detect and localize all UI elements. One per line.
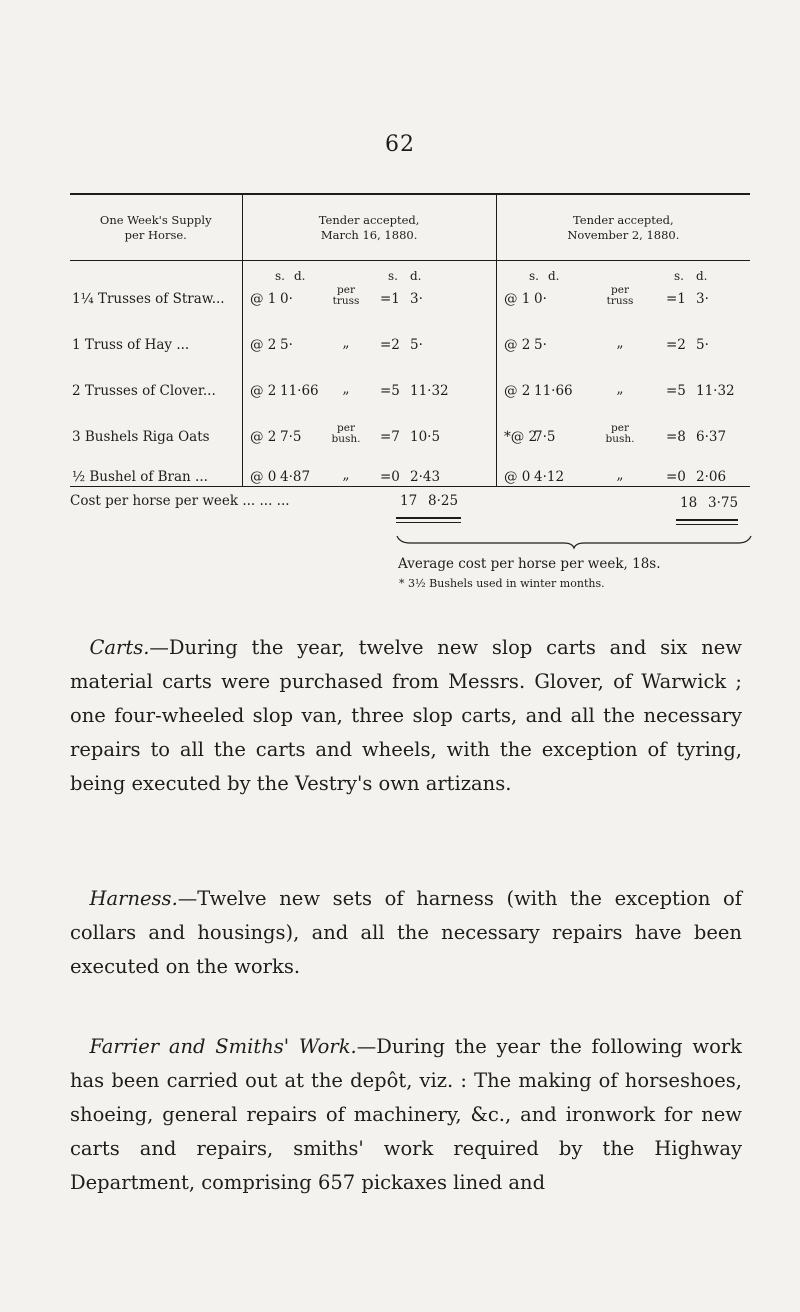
cell-m-td: 3·	[410, 291, 423, 307]
header-november	[496, 195, 750, 260]
unit-shillings: s.	[388, 269, 398, 283]
paragraph-lead: Farrier and Smiths' Work.	[89, 1035, 357, 1058]
cell-item: 1 Truss of Hay ...	[72, 337, 190, 353]
cell-m-per	[323, 337, 369, 351]
header-supply	[70, 195, 242, 260]
cell-n-at: @ 2	[504, 337, 531, 353]
per-unit-line: per	[611, 422, 629, 434]
unit-pence: d.	[294, 269, 306, 283]
total-underline	[676, 524, 738, 525]
cell-m-per	[323, 469, 369, 483]
cell-m-eq: =2	[380, 337, 400, 353]
per-unit-line: per	[611, 284, 629, 296]
forage-cost-table	[70, 193, 750, 511]
cell-m-d: 11·66	[280, 383, 319, 399]
cell-n-d: 7·5	[534, 429, 556, 445]
header-march-line1: Tender accepted,	[318, 213, 420, 228]
cell-n-td: 5·	[696, 337, 709, 353]
cell-m-d: 0·	[280, 291, 293, 307]
paragraph-harness	[70, 882, 742, 984]
cell-n-per	[597, 383, 643, 397]
total-underline	[396, 517, 461, 519]
cell-m-td: 2·43	[410, 469, 441, 485]
cell-m-at: @ 0	[250, 469, 277, 485]
footnote: * 3½ Bushels used in winter months.	[399, 577, 605, 590]
per-unit-line: truss	[332, 294, 360, 307]
per-unit-line: „	[342, 467, 350, 483]
cell-m-at: @ 2	[250, 337, 277, 353]
header-supply-line1: One Week's Supply	[99, 213, 212, 228]
per-unit-line: per	[337, 422, 355, 434]
unit-shillings: s.	[674, 269, 684, 283]
cell-n-per	[597, 337, 643, 351]
total-underline	[396, 522, 461, 523]
cell-n-d: 4·12	[534, 469, 565, 485]
per-unit-line: „	[616, 381, 624, 397]
cell-n-eq: =5	[666, 383, 686, 399]
cell-n-td: 6·37	[696, 429, 727, 445]
cost-label: Cost per horse per week ... ... ...	[70, 493, 290, 509]
unit-pence: d.	[410, 269, 422, 283]
header-november-line1: Tender accepted,	[573, 213, 674, 228]
cell-m-per	[323, 423, 369, 444]
header-march-line2: March 16, 1880.	[320, 227, 418, 242]
paragraph-carts	[70, 631, 742, 801]
cell-n-td: 3·	[696, 291, 709, 307]
table-row	[70, 422, 750, 455]
cell-n-d: 11·66	[534, 383, 573, 399]
cell-m-at: @ 2	[250, 383, 277, 399]
paragraph-text: —During the year, twelve new slop carts and six new material carts were purchased from Messrs. Glover, of Warwick ; one four-wheeled slop van, three slop carts, and all the necessary repairs to all the carts and wheels, with the exception of tyring, being executed by the Vestry's own artizans.	[70, 636, 742, 795]
page-number: 62	[385, 132, 415, 157]
header-supply-line2: per Horse.	[124, 227, 187, 242]
cell-m-eq: =1	[380, 291, 400, 307]
paragraph-farrier	[70, 1030, 742, 1200]
cell-m-at: @ 2	[250, 429, 277, 445]
cell-m-eq: =5	[380, 383, 400, 399]
total-underline	[676, 519, 738, 521]
cell-n-td: 11·32	[696, 383, 735, 399]
unit-shillings: s.	[529, 269, 539, 283]
cell-n-td: 2·06	[696, 469, 727, 485]
cost-november-shillings: 18	[680, 495, 698, 511]
cell-n-eq: =0	[666, 469, 686, 485]
header-november-line2: November 2, 1880.	[567, 227, 680, 242]
per-unit-line: bush.	[605, 432, 635, 445]
per-unit-line: per	[337, 284, 355, 296]
cell-item: 3 Bushels Riga Oats	[72, 429, 210, 445]
cell-m-td: 11·32	[410, 383, 449, 399]
cell-m-d: 7·5	[280, 429, 302, 445]
cell-n-eq: =8	[666, 429, 686, 445]
per-unit-line: „	[342, 335, 350, 351]
cell-m-eq: =0	[380, 469, 400, 485]
cell-n-d: 5·	[534, 337, 547, 353]
cell-m-d: 4·87	[280, 469, 311, 485]
table-header-row	[70, 195, 750, 261]
cell-item: 1¼ Trusses of Straw...	[72, 291, 225, 307]
cell-m-d: 5·	[280, 337, 293, 353]
unit-pence: d.	[696, 269, 708, 283]
cell-m-per	[323, 383, 369, 397]
average-brace	[396, 534, 752, 550]
cost-per-week-row	[70, 485, 750, 525]
cost-march-pence: 8·25	[428, 493, 459, 509]
cell-m-td: 5·	[410, 337, 423, 353]
paragraph-text: —Twelve new sets of harness (with the exception of collars and housings), and all the necessary repairs have been executed on the works.	[70, 887, 742, 978]
per-unit-line: „	[616, 467, 624, 483]
cost-march-shillings: 17	[400, 493, 418, 509]
per-unit-line: truss	[606, 294, 634, 307]
table-row	[70, 284, 750, 317]
per-unit-line: „	[616, 335, 624, 351]
table-row	[70, 383, 750, 409]
cell-n-eq: =2	[666, 337, 686, 353]
cell-n-eq: =1	[666, 291, 686, 307]
header-march	[242, 195, 496, 260]
paragraph-lead: Harness.	[89, 887, 178, 910]
average-cost: Average cost per horse per week, 18s.	[398, 556, 661, 572]
cell-n-per	[597, 423, 643, 444]
paragraph-text: —During the year the following work has been carried out at the depôt, viz. : The making of horseshoes, shoeing, general repairs of machinery, &c., and ironwork for new carts and repairs, smiths' work required by the Highway Department, comprising 657 pickaxes lined and	[70, 1035, 743, 1194]
paragraph-lead: Carts.	[89, 636, 150, 659]
cell-item: ½ Bushel of Bran ...	[72, 469, 208, 485]
unit-pence: d.	[548, 269, 560, 283]
table-row	[70, 337, 750, 363]
cell-m-at: @ 1	[250, 291, 277, 307]
cell-n-d: 0·	[534, 291, 547, 307]
per-unit-line: „	[342, 381, 350, 397]
cell-m-per	[323, 285, 369, 306]
cell-n-at: @ 1	[504, 291, 531, 307]
cell-n-at: @ 0	[504, 469, 531, 485]
per-unit-line: bush.	[331, 432, 361, 445]
table-body	[70, 261, 750, 487]
cell-n-at: @ 2	[504, 383, 531, 399]
cell-m-eq: =7	[380, 429, 400, 445]
cell-m-td: 10·5	[410, 429, 441, 445]
cell-item: 2 Trusses of Clover...	[72, 383, 216, 399]
cell-n-per	[597, 285, 643, 306]
cell-n-at: *@ 2	[504, 429, 538, 445]
unit-shillings: s.	[275, 269, 285, 283]
cell-n-per	[597, 469, 643, 483]
cost-november-pence: 3·75	[708, 495, 739, 511]
